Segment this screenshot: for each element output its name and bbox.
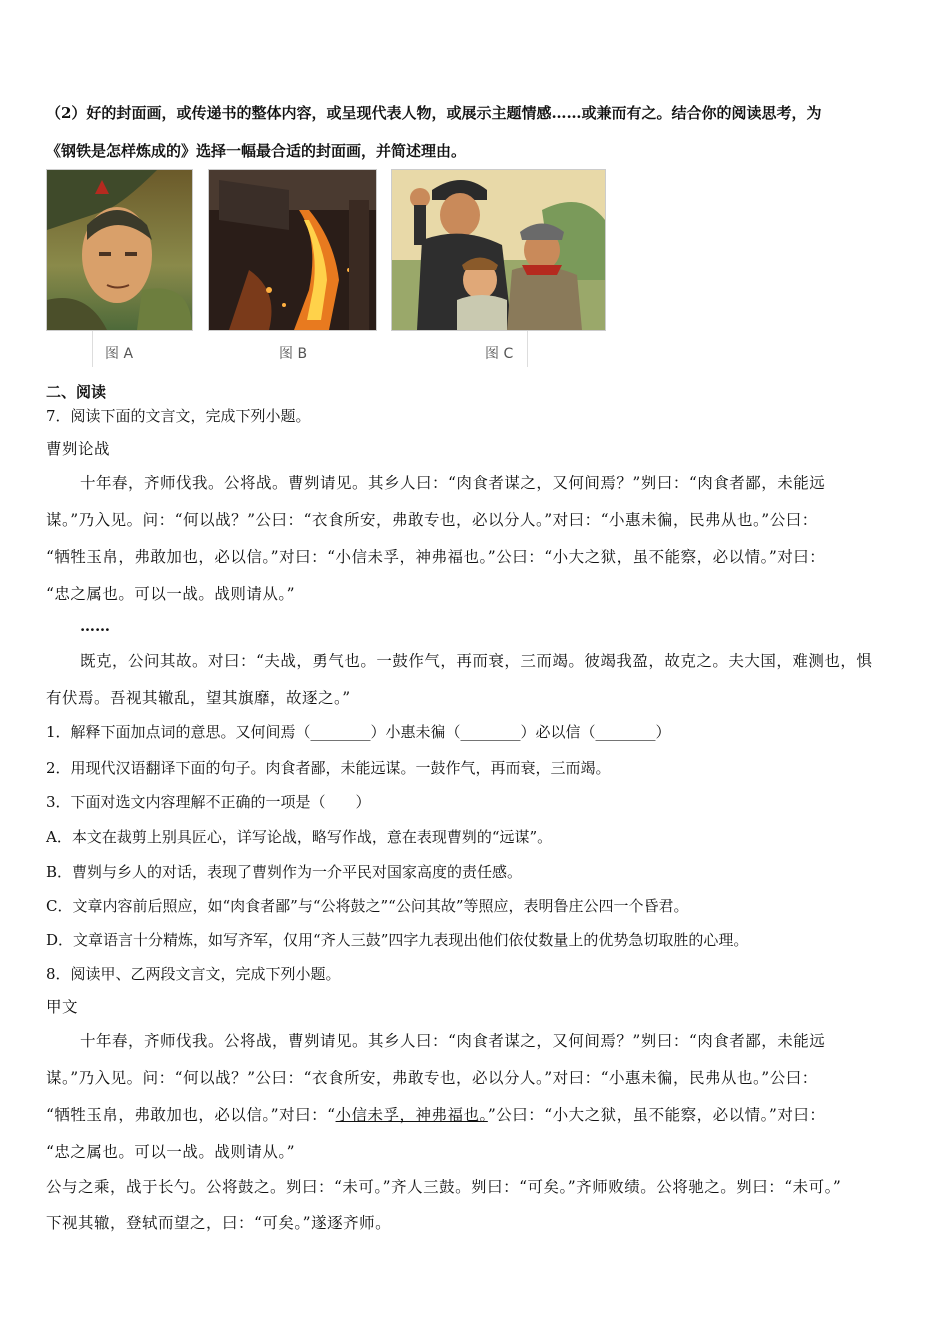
q7-passage-line: 谋。”乃入见。问：“何以战？”公曰：“衣食所安，弗敢专也，必以分人。”对曰：“小惠未徧，民弗从也。”公曰：	[46, 511, 818, 529]
q7-ellipsis: ……	[80, 617, 110, 635]
q7-passage-line: 十年春，齐师伐我。公将战。曹刿请见。其乡人曰：“肉食者谋之，又何间焉？”刿曰：“肉食者鄙，未能远	[80, 474, 826, 492]
q7-passage-line: 既克，公问其故。对曰：“夫战，勇气也。一鼓作气，再而衰，三而竭。彼竭我盈，故克之。夫大国，难测也，惧	[80, 652, 873, 670]
q8-passage-label: 甲文	[46, 998, 79, 1016]
q7-sub1: 1．解释下面加点词的意思。又何间焉（________）小惠未徧（________）必以信（________）	[46, 723, 671, 741]
q7-passage-line: 有伏焉。吾视其辙乱，望其旗靡，故逐之。”	[46, 689, 351, 707]
q7-option-c: C．文章内容前后照应，如“肉食者鄙”与“公将鼓之”“公问其故”等照应，表明鲁庄公四一个昏君。	[46, 897, 689, 915]
cover-image-b	[208, 169, 377, 331]
q8-underlined-sentence: 小信未孚，神弗福也。	[335, 1106, 488, 1124]
question-part2-line2: 《钢铁是怎样炼成的》选择一幅最合适的封面画，并简述理由。	[46, 142, 467, 160]
q8-passage-line: “忠之属也。可以一战。战则请从。”	[46, 1143, 296, 1161]
q8-passage-line: 公与之乘，战于长勺。公将鼓之。刿曰：“未可。”齐人三鼓。刿曰：“可矣。”齐师败绩。公将驰之。刿曰：“未可。”	[46, 1178, 842, 1196]
q7-prompt: 7．阅读下面的文言文，完成下列小题。	[46, 407, 311, 425]
q8-passage-line	[46, 1105, 912, 1125]
q8-line3-open-quote: “	[327, 1106, 336, 1124]
q7-option-a: A．本文在裁剪上别具匠心，详写论战，略写作战，意在表现曹刿的“远谋”。	[46, 828, 553, 846]
q8-prompt: 8．阅读甲、乙两段文言文，完成下列小题。	[46, 965, 341, 983]
cover-image-a	[46, 169, 193, 331]
section-heading: 二、阅读	[46, 383, 107, 401]
q7-passage-line: “忠之属也。可以一战。战则请从。”	[46, 585, 296, 603]
q7-option-b: B．曹刿与乡人的对话，表现了曹刿作为一介平民对国家高度的责任感。	[46, 863, 523, 881]
q8-line3-pre: “牺牲玉帛，弗敢加也，必以信。”对曰：	[46, 1106, 328, 1124]
q8-line3-post: ”公曰：“小大之狱，虽不能察，必以情。”对曰：	[487, 1106, 826, 1124]
q7-sub3: 3．下面对选文内容理解不正确的一项是（ ）	[46, 793, 371, 811]
cover-image-c	[391, 169, 606, 331]
figure-b-caption: 图 B	[279, 346, 308, 362]
figure-a-caption: 图 A	[105, 346, 134, 362]
q7-passage-line: “牺牲玉帛，弗敢加也，必以信。”对曰：“小信未孚，神弗福也。”公曰：“小大之狱，虽不能察，必以情。”对曰：	[46, 548, 826, 566]
question-part2-line1: （2）好的封面画，或传递书的整体内容，或呈现代表人物，或展示主题情感……或兼而有之。结合你的阅读思考，为	[46, 104, 822, 122]
q7-sub2: 2．用现代汉语翻译下面的句子。肉食者鄙，未能远谋。一鼓作气，再而衰，三而竭。	[46, 759, 611, 777]
figure-c-caption: 图 C	[485, 346, 514, 362]
q7-option-d: D．文章语言十分精炼，如写齐军，仅用“齐人三鼓”四字九表现出他们依仗数量上的优势急切取胜的心理。	[46, 931, 749, 949]
q8-passage-line: 十年春，齐师伐我。公将战，曹刿请见。其乡人曰：“肉食者谋之，又何间焉？”刿曰：“肉食者鄙，未能远	[80, 1032, 826, 1050]
figure-caption-row	[92, 331, 528, 367]
q8-passage-line: 谋。”乃入见。问：“何以战？”公曰：“衣食所安，弗敢专也，必以分人。”对曰：“小惠未徧，民弗从也。”公曰：	[46, 1069, 818, 1087]
q7-passage-title: 曹刿论战	[46, 440, 111, 458]
q8-passage-line: 下视其辙，登轼而望之，曰：“可矣。”遂逐齐师。	[46, 1214, 392, 1232]
